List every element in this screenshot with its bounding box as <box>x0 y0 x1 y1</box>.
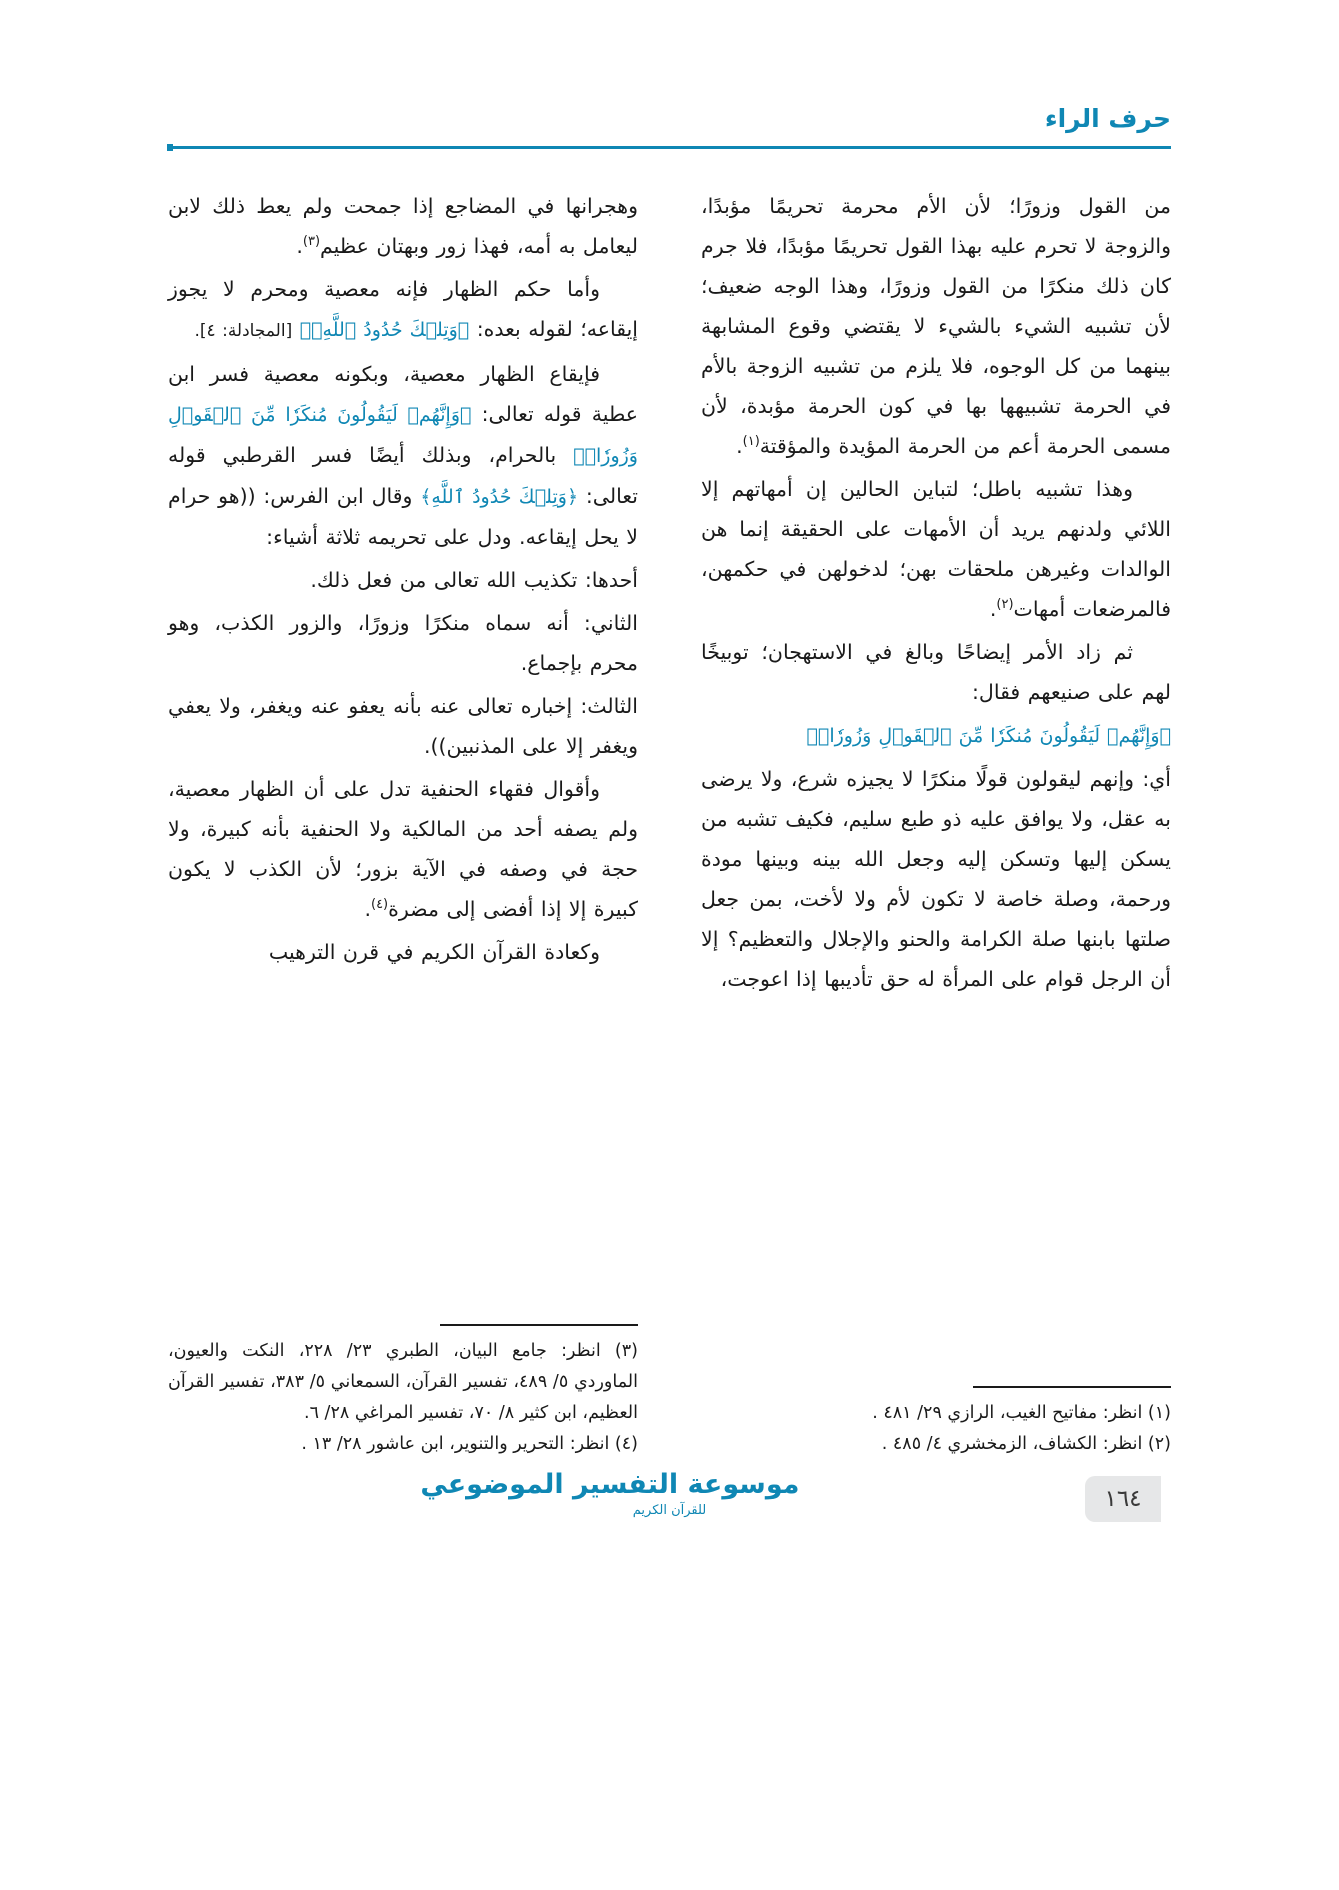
footnote-item: (٣) انظر: جامع البيان، الطبري ٢٣/ ٢٢٨، النكت والعيون، الماوردي ٥/ ٤٨٩، تفسير القرآن، السمعاني ٥/ ٣٨٣، تفسير القرآن العظيم، ابن كثير ٨/ ٧٠، تفسير المراغي ٢٨/ ٦. <box>168 1341 639 1423</box>
footnote-item: (٤) انظر: التحرير والتنوير، ابن عاشور ٢٨/ ١٣ . <box>301 1434 638 1454</box>
paragraph-text: الثاني: أنه سماه منكرًا وزورًا، والزور الكذب، وهو محرم بإجماع. <box>168 611 638 675</box>
page-title: حرف الراء <box>1044 104 1171 133</box>
footnote-divider <box>973 1386 1171 1388</box>
paragraph <box>701 759 1171 999</box>
verse-reference: [المجادلة: ٤]. <box>194 321 293 341</box>
body-column-left <box>168 186 638 975</box>
paragraph-text: من القول وزورًا؛ لأن الأم محرمة تحريمًا مؤبدًا، والزوجة لا تحرم عليه بهذا القول تحريمًا مؤبدًا، فلا جرم كان ذلك منكرًا من القول وزورًا، وهذا الوجه ضعيف؛ لأن تشبيه الشيء بالشيء لا يقتضي وقوع المشابهة بينهما من كل الوجوه، فلا يلزم من تشبيه الزوجة بالأم في الحرمة تشبيهها بها في كون الحرمة مؤبدة، لأن مسمى الحرمة أعم من الحرمة المؤيدة والمؤقتة <box>701 194 1171 458</box>
footnote-marker: (٢) <box>996 597 1014 613</box>
paragraph-text: وهجرانها في المضاجع إذا جمحت ولم يعط ذلك لابن ليعامل به أمه، فهذا زور وبهتان عظيم <box>168 194 638 258</box>
paragraph <box>701 186 1171 466</box>
header-divider-cap <box>167 144 173 151</box>
paragraph-text: وأما حكم الظهار فإنه معصية ومحرم لا يجوز إيقاعه؛ لقوله بعده: <box>168 277 638 341</box>
quran-text: ﴿وَإِنَّهُمۡ لَيَقُولُونَ مُنكَرٗا مِّنَ ٱلۡقَوۡلِ وَزُورٗاۚ﴾ <box>168 404 638 467</box>
publisher-logo-title: موسوعة التفسير الموضوعي <box>420 1469 800 1500</box>
paragraph-text: أحدها: تكذيب الله تعالى من فعل ذلك. <box>310 568 638 592</box>
paragraph <box>168 186 638 266</box>
paragraph <box>168 932 638 972</box>
footnotes-left <box>168 1324 638 1460</box>
footnote-divider <box>440 1324 638 1326</box>
footnote-item: (١) انظر: مفاتيح الغيب، الرازي ٢٩/ ٤٨١ . <box>872 1403 1171 1423</box>
paragraph-text: بالحرام، وبذلك أيضًا فسر القرطبي قوله تعالى: <box>168 443 638 508</box>
footnote-marker: (١) <box>742 434 760 450</box>
page-footer <box>0 1470 1339 1590</box>
sentence-period: . <box>989 597 997 621</box>
paragraph-text: الثالث: إخباره تعالى عنه بأنه يعفو عنه ويغفر، ولا يعفي ويغفر إلا على المذنبين)). <box>168 694 638 758</box>
quran-text: ﴿وَتِلۡكَ حُدُودُ ٱللَّهِۗ﴾ <box>299 319 470 341</box>
paragraph-text: ثم زاد الأمر إيضاحًا وبالغ في الاستهجان؛ توبيخًا لهم على صنيعهم فقال: <box>701 640 1171 704</box>
body-column-right <box>701 186 1171 1002</box>
paragraph <box>701 469 1171 629</box>
sentence-period: . <box>296 234 303 258</box>
quran-verse <box>701 715 1171 756</box>
footnotes-right <box>701 1386 1171 1460</box>
paragraph-text: أي: وإنهم ليقولون قولًا منكرًا لا يجيزه شرع، ولا يرضى به عقل، ولا يوافق عليه ذو طبع سليم، فكيف تشبه من يسكن إليها وتسكن إليه وجعل الله بينه وبينها مودة ورحمة، وصلة خاصة لا تكون لأم ولا لأخت، بمن جعل صلتها بابنها صلة الكرامة والحنو والإجلال والتعظيم؟ إلا أن الرجل قوام على المرأة له حق تأديبها إذا اعوجت، <box>701 767 1171 991</box>
paragraph <box>701 632 1171 712</box>
publisher-logo <box>420 1469 800 1518</box>
paragraph-text: وهذا تشبيه باطل؛ لتباين الحالين إن أمهاتهم إلا اللائي ولدنهم يريد أن الأمهات على الحقيقة إنما هن الوالدات وغيرهن ملحقات بهن؛ لدخولهن في حكمهن، فالمرضعات أمهات <box>701 477 1171 621</box>
paragraph <box>168 769 638 929</box>
paragraph-text: وأقوال فقهاء الحنفية تدل على أن الظهار معصية، ولم يصفه أحد من المالكية ولا الحنفية بأنه كبيرة، ولا حجة في وصفه في الآية بزور؛ لأن الكذب لا يكون كبيرة إلا إذا أفضى إلى مضرة <box>168 777 638 921</box>
page-number-badge: ١٦٤ <box>1085 1476 1161 1522</box>
paragraph-text: فإيقاع الظهار معصية، وبكونه معصية فسر ابن عطية قوله تعالى: <box>168 362 638 426</box>
quran-text: ﴿وَإِنَّهُمۡ لَيَقُولُونَ مُنكَرٗا مِّنَ ٱلۡقَوۡلِ وَزُورٗاۚ﴾ <box>806 725 1171 747</box>
paragraph-text: وقال ابن الفرس: ((هو حرام لا يحل إيقاعه. ودل على تحريمه ثلاثة أشياء: <box>168 484 638 549</box>
page-header <box>168 104 1171 160</box>
paragraph-text: وكعادة القرآن الكريم في قرن الترهيب <box>268 940 600 964</box>
paragraph <box>168 269 638 351</box>
paragraph <box>168 686 638 766</box>
sentence-period: . <box>736 434 743 458</box>
paragraph <box>168 354 638 557</box>
quran-text: ﴿وَتِلۡكَ حُدُودُ ٱللَّهِ﴾ <box>420 486 579 508</box>
paragraph <box>168 603 638 683</box>
footnote-marker: (٤) <box>370 897 389 913</box>
publisher-logo-subtitle: للقرآن الكريم <box>632 1503 707 1518</box>
header-divider <box>168 146 1171 149</box>
footnote-item: (٢) انظر: الكشاف، الزمخشري ٤/ ٤٨٥ . <box>881 1434 1171 1454</box>
footnote-marker: (٣) <box>302 234 321 250</box>
sentence-period: . <box>364 897 371 921</box>
paragraph <box>168 560 638 600</box>
